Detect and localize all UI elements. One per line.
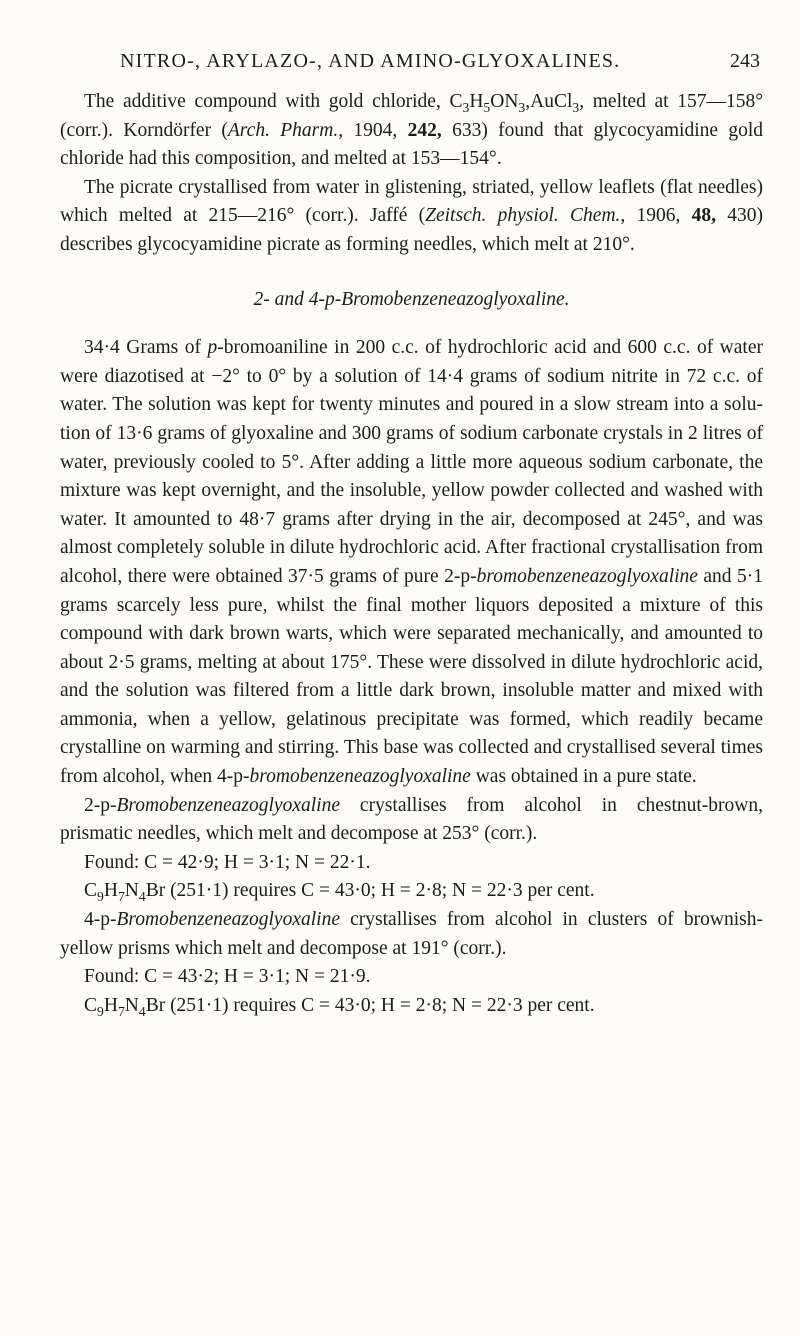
text: H — [103, 994, 118, 1016]
text: was obtained in a pure state. — [470, 766, 697, 788]
subscript: 7 — [117, 1003, 125, 1019]
text: 1906, — [625, 205, 692, 227]
text: C — [84, 994, 98, 1016]
journal-citation: Arch. Pharm., — [227, 119, 344, 141]
text: H — [469, 91, 484, 112]
text: The picrate crystallised from water in glistening, striated, yellow leaflets (flat needles) which melted at 215—216° (corr.). Jaffé ( — [60, 176, 763, 227]
compound-name: Bromobenzeneazoglyoxaline — [116, 794, 340, 816]
paragraph-preparation — [60, 334, 763, 792]
text: 2- and 4-p- — [253, 288, 342, 310]
subscript: 3 — [518, 99, 526, 115]
text: 430) describes glycocyamidine picrate as forming needles, which melt at 210°. — [60, 205, 764, 255]
subscript: 4 — [138, 1003, 146, 1019]
text: crystallises from alcohol in chestnut-brown, prismatic needles, which melt and decompose at 253° (corr.). — [60, 794, 763, 845]
compound-name: bromobenzeneazoglyoxaline — [249, 766, 471, 788]
text: N — [124, 994, 139, 1016]
compound-name: bromobenzeneazoglyoxaline — [476, 565, 698, 587]
text: Br (251·1) requires C = 43·0; H = 2·8; N = 22·3 per cent. — [145, 994, 595, 1016]
article-body — [60, 88, 763, 1020]
subscript: 9 — [97, 889, 104, 905]
analysis-calculated — [60, 992, 763, 1021]
subscript: 7 — [117, 889, 125, 905]
text: , melted at 157—158° (corr.). Korndörfer ( — [60, 91, 763, 141]
paragraph-gold-chloride — [60, 88, 763, 174]
text: N — [124, 880, 139, 902]
text: Bromobenzeneazoglyoxaline. — [341, 288, 570, 310]
text: 2-p- — [84, 794, 117, 816]
subscript: 9 — [97, 1003, 104, 1019]
paragraph-2-isomer — [60, 792, 763, 849]
text: H — [103, 880, 118, 902]
page-number: 243 — [730, 50, 760, 72]
text: The additive compound with gold chloride, C — [84, 91, 463, 112]
subscript: 3 — [572, 99, 580, 115]
analysis-found: Found: C = 43·2; H = 3·1; N = 21·9. — [84, 966, 371, 988]
text: 1904, — [343, 119, 408, 141]
compound-name: Bromobenzeneazoglyoxaline — [116, 909, 340, 931]
volume-number: 242, — [407, 119, 442, 141]
text: -bromoaniline in 200 c.c. of hydrochloric acid and 600 c.c. of water were diazotised at −2° to 0° by a solution of 14·4 grams of sodium nitrite in 72 c.c. of water. The solution was kept for twenty minutes and poured in a slow stream into a solution of 13·6 grams of glyoxaline and 300 grams of sodium carbonate crystals in 2 litres of water, previously cooled to 5°. After adding a little more aqueous sodium carbonate, the mixture was kept overnight, and the insoluble, yellow powder collected and washed with water. It amounted to 48·7 grams after drying in the air, decomposed at 245°, and was almost completely soluble in dilute hydrochloric acid. After fractional crystallisation from alcohol, there were obtained 37·5 grams of pure 2-p- — [60, 337, 763, 587]
subscript: 3 — [462, 99, 470, 115]
text: C — [84, 880, 98, 902]
analysis-found: Found: C = 42·9; H = 3·1; N = 22·1. — [84, 851, 371, 873]
subscript: 4 — [138, 889, 146, 905]
text: ON — [490, 91, 519, 112]
italic-text: p — [207, 337, 218, 359]
text: ,AuCl — [525, 91, 573, 112]
text: 633) found that glycocyamidine gold chloride had this composition, and melted at 153—154°. — [60, 119, 764, 170]
journal-citation: Zeitsch. physiol. Chem., — [425, 205, 626, 227]
volume-number: 48, — [691, 205, 717, 227]
text: 4-p- — [84, 909, 117, 931]
paragraph-4-isomer — [60, 906, 763, 963]
text: and 5·1 grams scarcely less pure, whilst the final mother liquors deposited a mixture of this compound with dark brown warts, which were separated mechanically, and amounted to about 2·5 grams, melting at about 175°. These were dissolved in dilute hydrochloric acid, and the solution was filtered from a little dark brown, insoluble matter and mixed with ammonia, when a yellow, gelatinous precipitate was formed, which readily became crystalline on warming and stirring. This base was collected and crystallised several times from alcohol, when 4-p- — [60, 565, 763, 788]
running-title: NITRO-, ARYLAZO-, AND AMINO-GLYOXALINES. — [120, 50, 621, 72]
analysis-calculated — [60, 877, 763, 906]
page-header — [60, 50, 760, 78]
text: 34·4 Grams of — [84, 337, 208, 359]
text: Br (251·1) requires C = 43·0; H = 2·8; N = 22·3 per cent. — [145, 880, 595, 902]
subscript: 5 — [483, 99, 491, 115]
paragraph-picrate — [60, 174, 763, 260]
text: crystallises from alcohol in clusters of brownish-yellow prisms which melt and decompose at 191° (corr.). — [60, 909, 763, 959]
section-title — [60, 286, 763, 315]
